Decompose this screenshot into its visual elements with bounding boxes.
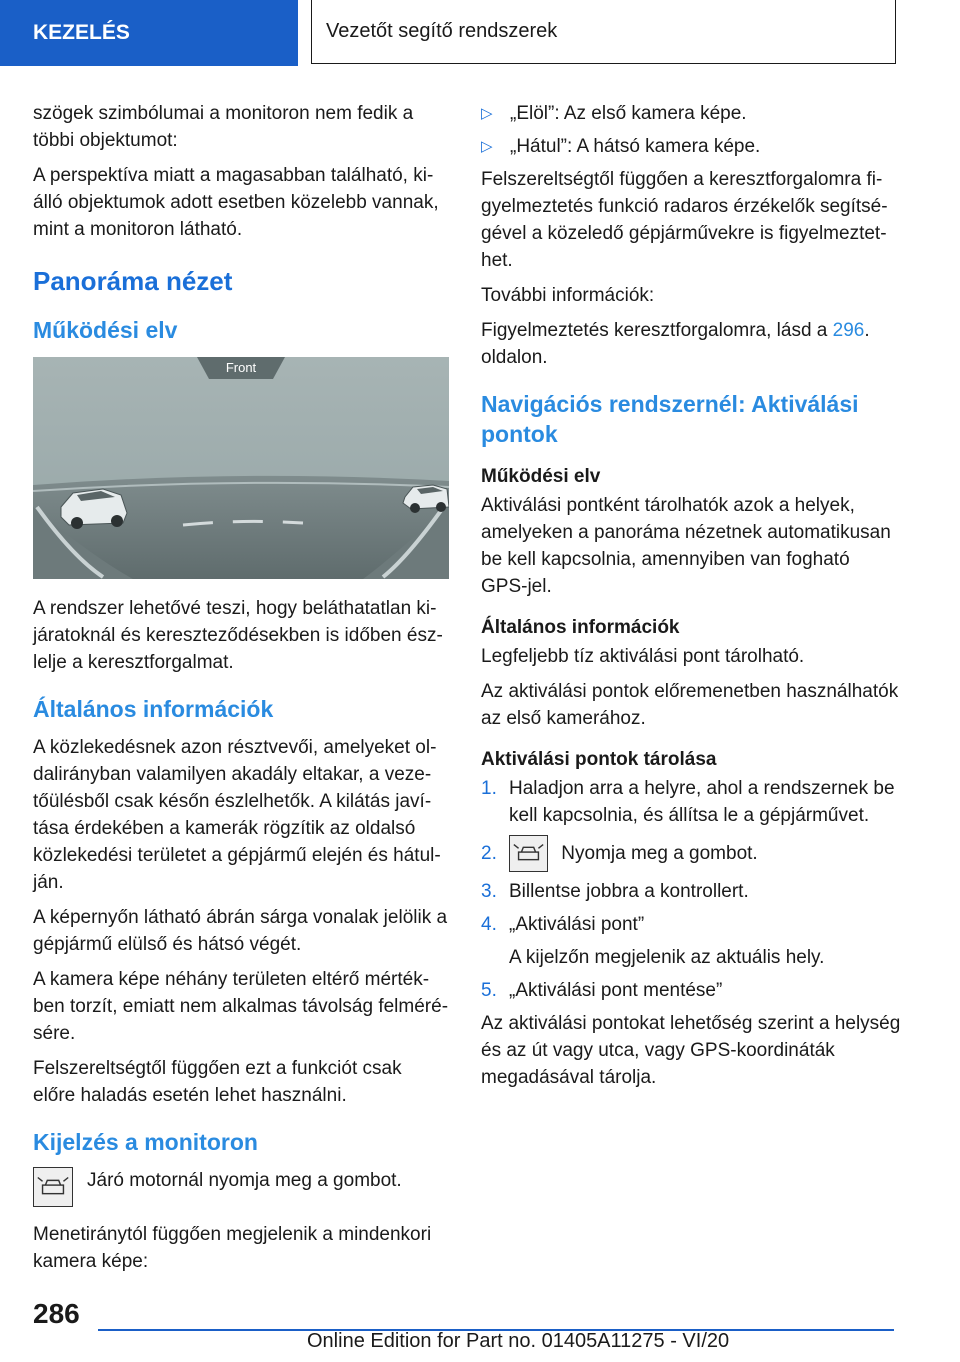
step-text: Billentse jobbra a kontrollert. (509, 881, 749, 902)
camera-button-icon (33, 1167, 73, 1207)
step-subtext: A kijelzőn megjelenik az aktuális hely. (509, 947, 825, 968)
final-paragraph: Az aktiválási pontokat lehetőség szerint a helység és az út vagy utca, vagy GPS-koordináták megadásával tárolja. (481, 1013, 901, 1088)
general-paragraph-2: A képernyőn látható ábrán sárga vonalak jelölik a gépjármű elülső és hátsó végét. (33, 907, 448, 955)
heading-principle-right: Működési elv (481, 466, 601, 487)
heading-store-points: Aktiválási pontok tárolása (481, 749, 717, 770)
step-number: 1. (481, 778, 497, 799)
step-item (481, 878, 901, 905)
general-paragraph-1: A közlekedésnek azon résztvevői, amelyeket oldalirányban valamilyen akadály eltakar, a vezetőülésből csak későn észlelhetők. A kilátás javítása érdekében a kamerák rögzítik az oldalsó közlekedési területet a gépjármű elején és hátulján. (33, 737, 441, 893)
step-number: 4. (481, 914, 497, 935)
bullet-text: „Elöl”: Az első kamera képe. (510, 103, 747, 124)
heading-principle: Működési elv (33, 317, 178, 343)
display-icon-text: Járó motornál nyomja meg a gombot. (87, 1170, 402, 1191)
chapter-title: Vezetőt segítő rendszerek (311, 0, 896, 64)
left-column (33, 100, 449, 1283)
step-item (481, 775, 901, 829)
page-number: 286 (33, 1298, 80, 1329)
step-text: „Aktiválási pont” (509, 914, 645, 935)
heading-general: Általános információk (33, 696, 274, 722)
camera-label: Front (225, 360, 257, 375)
step-item (481, 977, 901, 1004)
right-column (481, 100, 901, 1099)
cross-reference: Figyelmeztetés keresztforgalomra, lásd a 296. oldalon. (481, 320, 870, 368)
step-text: Nyomja meg a gombot. (561, 842, 758, 864)
cross-traffic-paragraph: Felszereltségtől függően a keresztforgalomra figyelmeztetés funkció radaros érzékelők segítségével a közeledő gépjárművekre is figyelmeztethet. (481, 169, 888, 271)
list-item (481, 100, 901, 127)
heading-display: Kijelzés a monitoron (33, 1129, 258, 1155)
step-number: 5. (481, 980, 497, 1001)
camera-button-icon (509, 835, 548, 872)
step-item (481, 835, 901, 872)
intro-paragraph-1: szögek szimbólumai a monitoron nem fedik a többi objektumot: (33, 103, 414, 151)
step-text: Haladjon arra a helyre, ahol a rendszernek be kell kapcsolnia, és állítsa le a gépjárművet. (509, 778, 895, 826)
general-paragraph-4: Felszereltségtől függően ezt a funkciót csak előre haladás esetén lehet használni. (33, 1058, 402, 1106)
step-item (481, 911, 901, 971)
general-paragraph-3: A kamera képe néhány területen eltérő mértékben torzít, emiatt nem alkalmas távolság felmérésére. (33, 969, 449, 1044)
step-number: 3. (481, 881, 497, 902)
triangle-bullet-icon: ▷ (481, 138, 493, 155)
general-paragraph-right-1: Legfeljebb tíz aktiválási pont tárolható. (481, 646, 805, 667)
principle-paragraph: A rendszer lehetővé teszi, hogy beláthatatlan kijáratoknál és kereszteződésekben is időben észlelje a keresztforgalmat. (33, 598, 443, 673)
bullet-text: „Hátul”: A hátsó kamera képe. (510, 136, 761, 157)
section-tab: KEZELÉS (0, 0, 298, 66)
page-header (0, 0, 960, 66)
general-paragraph-right-2: Az aktiválási pontok előremenetben használhatók az első kamerához. (481, 681, 899, 729)
triangle-bullet-icon: ▷ (481, 105, 493, 122)
principle-paragraph-right: Aktiválási pontként tárolhatók azok a helyek, amelyeken a panoráma nézetnek automatikusan be kell kapcsolnia, amennyiben van fogható GPS-jel. (481, 495, 891, 597)
display-instruction (33, 1167, 449, 1207)
car-left (61, 489, 127, 529)
heading-panorama: Panoráma nézet (33, 266, 233, 296)
step-text: „Aktiválási pont mentése” (509, 980, 723, 1001)
display-paragraph: Menetiránytól függően megjelenik a mindenkori kamera képe: (33, 1224, 432, 1272)
footer-edition: Online Edition for Part no. 01405A11275 - VI/20 (307, 1330, 730, 1352)
heading-general-right: Általános információk (481, 617, 680, 638)
list-item (481, 133, 901, 160)
step-number: 2. (481, 843, 497, 864)
heading-navigation: Navigációs rendszernél: Aktiválási pontok (481, 391, 859, 447)
more-info-label: További információk: (481, 285, 655, 306)
page-link[interactable]: 296 (832, 320, 865, 341)
intro-paragraph-2: A perspektíva miatt a magasabban található, kiálló objektumok adott esetben közelebb vannak, mint a monitoron látható. (33, 165, 439, 240)
panorama-camera-image (33, 357, 449, 579)
